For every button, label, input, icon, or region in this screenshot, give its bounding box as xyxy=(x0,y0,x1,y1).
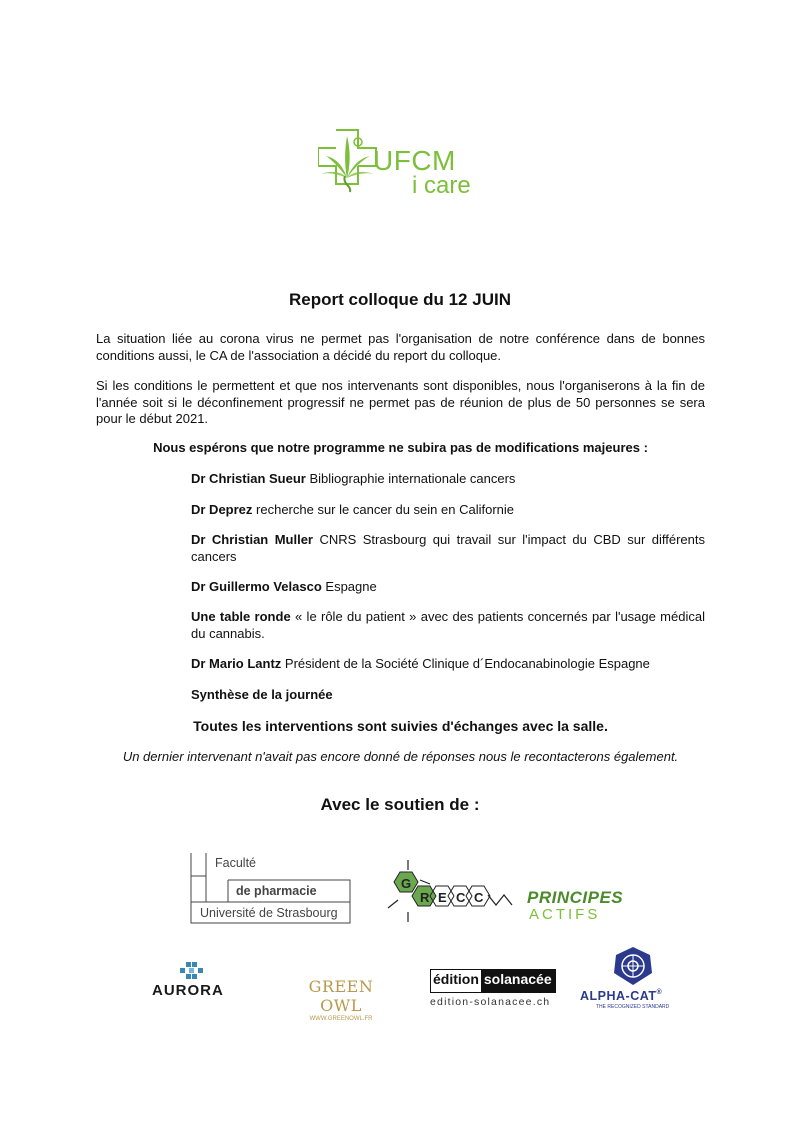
speaker-item xyxy=(191,532,705,565)
principes-line2: ACTIFS xyxy=(529,906,601,923)
speaker-name: Synthèse de la journée xyxy=(191,687,333,702)
green-owl-logo xyxy=(286,977,396,1022)
intro-paragraph-2: Si les conditions le permettent et que nos intervenants sont disponibles, nous l'organiserons à la fin de l'année soit si le déconfinement progressif ne permet pas de réunion de plus de 50 personnes se sera pour le début 2021. xyxy=(96,378,705,426)
alpha-cat-name: ALPHA-CAT xyxy=(580,989,657,1003)
solanacee-url: edition-solanacee.ch xyxy=(430,996,551,1008)
speaker-desc: CNRS Strasbourg qui travail sur l'impact du CBD sur différents cancers xyxy=(191,532,705,564)
alpha-cat-logo xyxy=(580,945,686,1015)
speaker-name: Dr Deprez xyxy=(191,502,253,517)
speaker-item xyxy=(191,609,705,642)
speaker-desc: « le rôle du patient » avec des patients concernés par l'usage médical du cannabis. xyxy=(191,609,705,641)
alpha-cat-registered: ® xyxy=(656,989,663,996)
solanacee-word1: édition xyxy=(431,970,481,992)
speaker-name: Dr Christian Muller xyxy=(191,532,313,547)
speaker-item xyxy=(191,579,705,596)
speaker-desc: Espagne xyxy=(321,579,377,594)
speaker-item xyxy=(191,687,705,704)
principes-line1: PRINCIPES xyxy=(527,888,624,907)
green-owl-url: WWW.GREENOWL.FR xyxy=(309,1016,373,1022)
speaker-name: Dr Christian Sueur xyxy=(191,471,306,486)
faculte-line1: Faculté xyxy=(215,856,256,870)
speaker-name: Dr Guillermo Velasco xyxy=(191,579,322,594)
grecc-letter: E xyxy=(438,890,447,905)
solanacee-word2: solanacée xyxy=(481,970,555,992)
speaker-desc: Président de la Société Clinique d´Endocanabinologie Espagne xyxy=(281,656,650,671)
green-owl-wordmark: GREEN OWL xyxy=(308,977,374,1015)
faculte-pharmacie-logo xyxy=(190,852,352,924)
principes-actifs-logo xyxy=(527,888,627,924)
speaker-item xyxy=(191,656,705,673)
grecc-letter: C xyxy=(456,890,466,905)
aurora-logo xyxy=(152,960,232,1000)
aurora-snowflake-icon xyxy=(152,960,232,982)
grecc-letter: G xyxy=(401,876,412,891)
speaker-desc: Bibliographie internationale cancers xyxy=(305,471,516,486)
grecc-letter: R xyxy=(420,890,430,905)
intro-paragraph-1: La situation liée au corona virus ne permet pas l'organisation de notre conférence dans de bonnes conditions aussi, le CA de l'association a décidé du report du colloque. xyxy=(96,331,705,363)
speaker-name: Une table ronde xyxy=(191,609,291,624)
faculte-line3: Université de Strasbourg xyxy=(200,906,338,920)
faculte-line2: de pharmacie xyxy=(236,884,317,898)
grecc-letter: C xyxy=(474,890,484,905)
grecc-logo xyxy=(378,850,518,930)
support-title: Avec le soutien de : xyxy=(320,795,480,814)
solanacee-wordmark xyxy=(430,969,556,993)
speaker-name: Dr Mario Lantz xyxy=(191,656,282,671)
logo-subtitle: i care xyxy=(412,172,471,199)
pending-speaker-note: Un dernier intervenant n'avait pas encore donné de réponses nous le recontacterons également. xyxy=(122,749,679,764)
alpha-cat-wordmark xyxy=(580,989,662,1003)
aurora-wordmark: AURORA xyxy=(152,982,224,999)
speaker-item xyxy=(191,502,705,519)
speaker-item xyxy=(191,471,705,488)
program-intro: Nous espérons que notre programme ne subira pas de modifications majeures : xyxy=(153,440,648,455)
edition-solanacee-logo xyxy=(430,969,560,1009)
logo-title: UFCM xyxy=(373,145,456,176)
page-title: Report colloque du 12 JUIN xyxy=(289,290,511,309)
grecc-molecule-icon xyxy=(378,850,518,930)
alpha-cat-emblem-icon xyxy=(580,945,686,989)
alpha-cat-tagline: THE RECOGNIZED STANDARD xyxy=(596,1004,670,1010)
exchanges-note: Toutes les interventions sont suivies d'échanges avec la salle. xyxy=(193,718,608,734)
speaker-desc: recherche sur le cancer du sein en Californie xyxy=(252,502,515,517)
